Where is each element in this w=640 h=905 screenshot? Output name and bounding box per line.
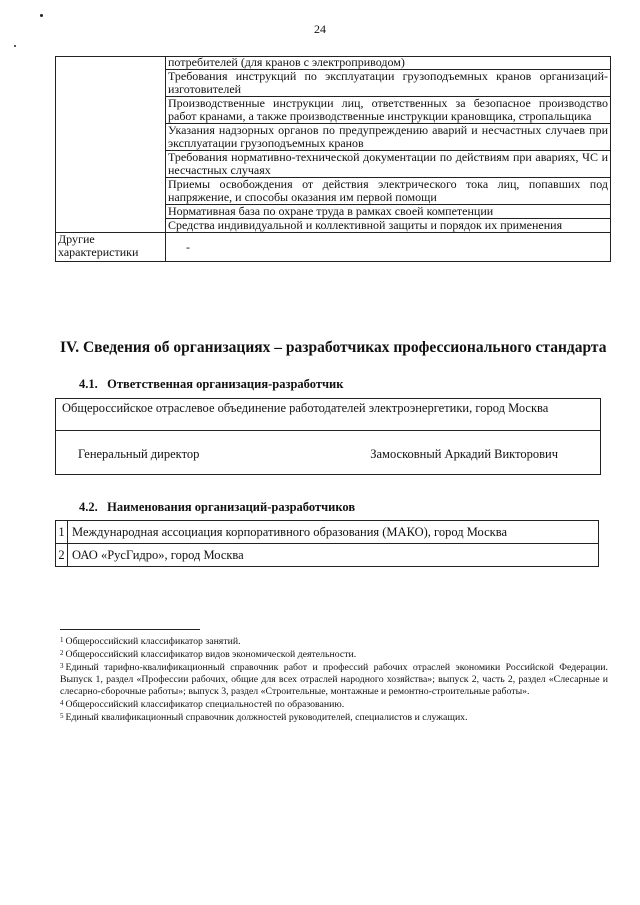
table-cell: Приемы освобождения от действия электрического тока лиц, попавших под напряжение, и способы оказания им первой помощи xyxy=(166,178,611,205)
footnote: $^2$ Общероссийский классификатор видов экономической деятельности. xyxy=(60,649,357,660)
other-characteristics-value: - xyxy=(166,233,611,262)
table-cell: Средства индивидуальной и коллективной защиты и порядок их применения xyxy=(166,219,611,233)
subsection-4-2-title xyxy=(79,500,355,515)
subsection-label: Наименования организаций-разработчиков xyxy=(107,500,356,514)
scan-speck xyxy=(40,14,43,17)
subsection-label: Ответственная организация-разработчик xyxy=(107,377,344,391)
signatory-position: Генеральный директор xyxy=(78,447,200,461)
table-row xyxy=(56,233,611,262)
responsible-org-row xyxy=(55,398,601,431)
footnote-divider xyxy=(60,629,200,630)
other-characteristics-label: Другие характеристики xyxy=(56,233,166,262)
footnote: $^1$ Общероссийский классификатор занятий. xyxy=(60,636,241,647)
org-name: ОАО «РусГидро», город Москва xyxy=(68,544,599,567)
subsection-number: 4.1. xyxy=(79,377,98,391)
table-row xyxy=(56,57,611,70)
section-title: IV. Сведения об организациях – разработчиках профессионального стандарта xyxy=(60,339,607,356)
table-row xyxy=(56,544,599,567)
table-cell: Нормативная база по охране труда в рамках своей компетенции xyxy=(166,205,611,219)
table-cell: Требования нормативно-технической документации по действиям при авариях, ЧС и несчастных случаях xyxy=(166,151,611,178)
subsection-number: 4.2. xyxy=(79,500,98,514)
footnote: $^4$ Общероссийский классификатор специальностей по образованию. xyxy=(60,699,345,710)
scan-speck xyxy=(14,45,16,47)
table-cell: Требования инструкций по эксплуатации грузоподъемных кранов организаций-изготовителей xyxy=(166,70,611,97)
left-empty-cell xyxy=(56,57,166,233)
table-cell: потребителей (для кранов с электроприводом) xyxy=(166,57,611,70)
table-row xyxy=(56,521,599,544)
footnote: $^3$ Единый тарифно-квалификационный справочник работ и профессий рабочих отраслей экономики Российской Федерации. Выпуск 1, раздел «Профессии рабочих, общие для всех отраслей народного хозяйства»; выпуск 2, часть 2, раздел «Слесарные и слесарно-сборочные работы»; выпуск 3, раздел «Строительные, монтажные и ремонтно-строительные работы». xyxy=(60,662,608,697)
footnotes xyxy=(60,636,608,725)
requirements-table xyxy=(55,56,611,262)
table-cell: Производственные инструкции лиц, ответственных за безопасное производство работ кранами, а также производственные инструкции крановщика, стропальщика xyxy=(166,97,611,124)
org-name: Международная ассоциация корпоративного образования (МАКО), город Москва xyxy=(68,521,599,544)
table-cell: Указания надзорных органов по предупреждению аварий и несчастных случаев при эксплуатации грузоподъемных кранов xyxy=(166,124,611,151)
signatory-row xyxy=(55,430,601,475)
org-number: 1 xyxy=(56,521,68,544)
org-number: 2 xyxy=(56,544,68,567)
page-number: 24 xyxy=(314,22,326,36)
developer-orgs-table xyxy=(55,520,599,567)
subsection-4-1-title xyxy=(79,377,343,392)
signatory-name: Замосковный Аркадий Викторович xyxy=(370,447,558,461)
responsible-org-name: Общероссийское отраслевое объединение работодателей электроэнергетики, город Москва xyxy=(62,401,549,415)
footnote: $^5$ Единый квалификационный справочник должностей руководителей, специалистов и служащих. xyxy=(60,712,468,723)
